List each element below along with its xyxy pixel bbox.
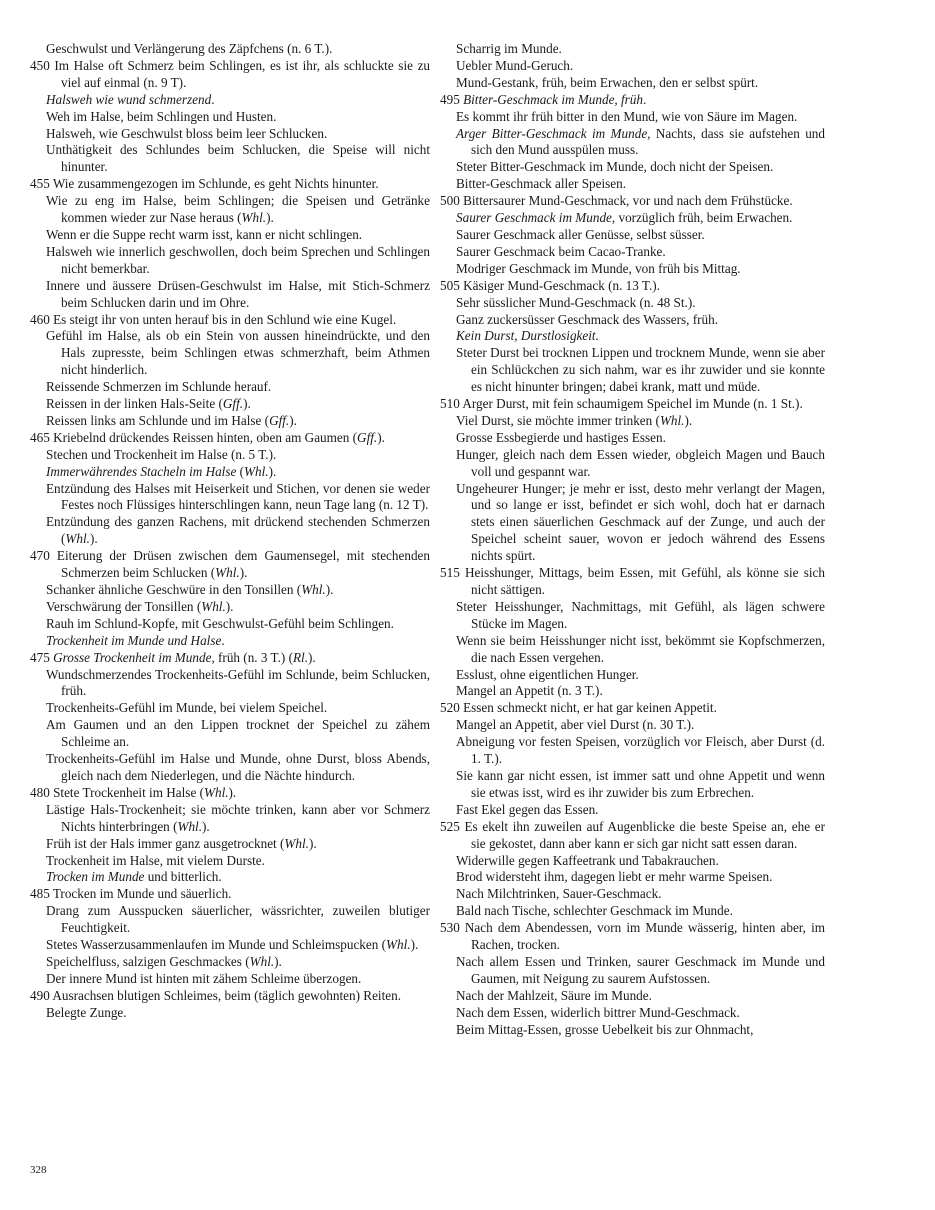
entry-text: Es ekelt ihn zuweilen auf Augenblicke die beste Speise an, ehe er sie gekostet, dann aber kann er sich gar nicht satt essen daran. [464, 818, 826, 851]
entry-text: . [211, 91, 215, 107]
entry-text: ). [308, 835, 317, 851]
entry [440, 430, 825, 447]
italic-text: Kein Durst, Durstlosigkeit. [456, 328, 599, 344]
entry-text: ). [377, 429, 385, 445]
italic-text: Whl. [177, 818, 203, 834]
entry-text: Arger Durst, mit fein schaumigem Speichel im Munde (n. 1 St.). [462, 396, 803, 412]
entry [30, 751, 430, 785]
entry [30, 700, 430, 717]
entry-text: Wundschmerzendes Trockenheits-Gefühl im Schlunde, beim Schlucken, früh. [46, 666, 430, 699]
italic-text: Rl. [292, 649, 309, 665]
entry-text: Widerwille gegen Kaffeetrank und Tabakrauchen. [456, 852, 719, 868]
entry-text: Saurer Geschmack beim Cacao-Tranke. [456, 243, 666, 259]
italic-text: Whl. [301, 582, 326, 597]
italic-text: Whl. [659, 412, 685, 428]
entry-text: Entzündung des ganzen Rachens, mit drückend stechenden Schmerzen ( [46, 514, 430, 547]
entry-text: Mund-Gestank, früh, beim Erwachen, den er selbst spürt. [456, 74, 759, 90]
entry-text: ). [268, 463, 277, 479]
entry-text: Halsweh wie innerlich geschwollen, doch beim Sprechen und Schlingen nicht bemerkbar. [46, 243, 430, 276]
entry [30, 717, 430, 751]
entry-text: Modriger Geschmack im Munde, von früh bis Mittag. [456, 260, 741, 276]
entry-text: Käsiger Mund-Geschmack (n. 13 T.). [463, 277, 660, 293]
entry-text: Scharrig im Munde. [456, 41, 562, 56]
entry-number: 505 [440, 277, 460, 293]
entry [30, 633, 430, 650]
entry-text: Rauh im Schlund-Kopfe, mit Geschwulst-Gefühl beim Schlingen. [46, 615, 394, 631]
entry-text: Trockenheits-Gefühl im Halse und Munde, ohne Durst, bloss Abends, gleich nach dem Niederlegen, und die Nächte hindurch. [46, 751, 430, 783]
numbered-entry [440, 92, 825, 109]
entry [30, 616, 430, 633]
entry [30, 142, 430, 176]
italic-text: Whl. [215, 565, 240, 581]
entry-number: 510 [440, 396, 460, 412]
entry [30, 464, 430, 481]
entry-number: 515 [440, 565, 460, 581]
entry [440, 633, 825, 667]
entry-text: Nach dem Essen, widerlich bittrer Mund-Geschmack. [456, 1004, 740, 1020]
entry [440, 328, 825, 345]
entry [30, 109, 430, 126]
entry-text: Saurer Geschmack aller Genüsse, selbst süsser. [456, 226, 705, 242]
italic-text: Gff. [357, 429, 378, 445]
numbered-entry [440, 565, 825, 599]
entry [30, 836, 430, 853]
italic-text: Trockenheit im Munde und Halse [46, 632, 222, 648]
entry-text: Trockenheits-Gefühl im Munde, bei vielem Speichel. [46, 700, 328, 716]
entry [30, 903, 430, 937]
entry-number: 470 [30, 548, 50, 564]
entry-text: Wenn sie beim Heisshunger nicht isst, bekömmt sie Kopfschmerzen, die nach Essen vergehen. [456, 632, 825, 665]
entry-text: Ganz zuckersüsser Geschmack des Wassers, früh. [456, 311, 718, 327]
entry [30, 227, 430, 244]
entry-text: Eiterung der Drüsen zwischen dem Gaumensegel, mit stechenden Schmerzen beim Schlucken ( [56, 548, 430, 581]
entry-number: 500 [440, 193, 460, 209]
entry-text: Viel Durst, sie möchte immer trinken ( [456, 412, 660, 428]
italic-text: Bitter-Geschmack im Munde, früh [463, 91, 643, 107]
entry-text: Stetes Wasserzusammenlaufen im Munde und Schleimspucken ( [46, 937, 387, 953]
entry-text: Mangel an Appetit, aber viel Durst (n. 30 T.). [456, 717, 695, 733]
entry [440, 853, 825, 870]
entry-number: 525 [440, 818, 460, 834]
numbered-entry [30, 58, 430, 92]
entry-text: ). [410, 937, 419, 953]
entry-text: ). [266, 210, 274, 226]
entry [30, 853, 430, 870]
entry [440, 903, 825, 920]
entry-text: Uebler Mund-Geruch. [456, 57, 574, 73]
entry [440, 227, 825, 244]
italic-text: Whl. [203, 784, 229, 800]
entry-text: Stechen und Trockenheit im Halse (n. 5 T.). [46, 446, 277, 462]
entry [440, 802, 825, 819]
entry-number: 460 [30, 311, 50, 327]
entry-text: Brod widersteht ihm, dagegen liebt er mehr warme Speisen. [456, 869, 773, 885]
entry [30, 41, 430, 58]
entry [440, 41, 825, 58]
entry-number: 480 [30, 784, 50, 800]
entry [440, 75, 825, 92]
entry [440, 126, 825, 160]
entry [440, 667, 825, 684]
entry-text: Früh ist der Hals immer ganz ausgetrocknet ( [46, 835, 285, 851]
entry [440, 295, 825, 312]
entry-number: 495 [440, 91, 460, 107]
italic-text: Arger Bitter-Geschmack im Munde [456, 125, 648, 141]
right-column [440, 41, 825, 1038]
entry [440, 1022, 825, 1039]
numbered-entry [30, 430, 430, 447]
entry [440, 599, 825, 633]
entry-text: Trocken im Munde und säuerlich. [52, 886, 232, 902]
entry-text: Bald nach Tische, schlechter Geschmack im Munde. [456, 903, 733, 919]
entry-text: Nach Milchtrinken, Sauer-Geschmack. [456, 886, 662, 902]
entry [440, 109, 825, 126]
entry-text: Es kommt ihr früh bitter in den Mund, wie von Säure im Magen. [456, 108, 798, 124]
numbered-entry [30, 988, 430, 1005]
entry [30, 328, 430, 379]
entry [30, 481, 430, 515]
entry-text: Kriebelnd drückendes Reissen hinten, oben am Gaumen ( [53, 429, 358, 445]
entry-text: , früh (n. 3 T.) ( [211, 649, 293, 665]
entry-text: Reissen in der linken Hals-Seite ( [46, 396, 223, 412]
entry-text: Halsweh, wie Geschwulst bloss beim leer Schlucken. [46, 125, 328, 141]
italic-text: Whl. [386, 937, 411, 953]
entry [30, 869, 430, 886]
entry [30, 514, 430, 548]
entry [30, 937, 430, 954]
entry [30, 447, 430, 464]
entry-text: Reissende Schmerzen im Schlunde herauf. [46, 379, 272, 395]
entry [440, 1005, 825, 1022]
entry [440, 988, 825, 1005]
italic-text: Whl. [244, 463, 269, 479]
entry-text: Fast Ekel gegen das Essen. [456, 801, 599, 817]
entry-number: 530 [440, 920, 460, 936]
entry-text: Gefühl im Halse, als ob ein Stein von aussen hineindrückte, und den Hals zupresste, beim Schlingen etwas schmerzhaft, beim Athmen nicht hinderlich. [46, 328, 430, 378]
italic-text: Trocken im Munde [46, 869, 145, 885]
entry-text: Wenn er die Suppe recht warm isst, kann er nicht schlingen. [46, 226, 363, 242]
entry [30, 379, 430, 396]
entry-text: Sehr süsslicher Mund-Geschmack (n. 48 St.). [456, 294, 696, 310]
entry-text: Speichelfluss, salzigen Geschmackes ( [46, 953, 250, 969]
numbered-entry [440, 193, 825, 210]
entry [30, 193, 430, 227]
entry-text: Bitter-Geschmack aller Speisen. [456, 176, 627, 192]
entry-text: Drang zum Ausspucken säuerlicher, wässrichter, zuweilen blutiger Feuchtigkeit. [46, 903, 430, 936]
entry-text: Entzündung des Halses mit Heiserkeit und Stichen, vor denen sie weder Festes noch Flüssiges hinterschlingen kann, neun Tage lang (n. 12 T). [46, 480, 430, 513]
entry-text: ). [274, 953, 282, 969]
entry-number: 465 [30, 429, 50, 445]
entry [30, 244, 430, 278]
entry-text: und bitterlich. [144, 869, 222, 885]
entry-text: Weh im Halse, beim Schlingen und Husten. [46, 108, 277, 124]
entry [440, 345, 825, 396]
numbered-entry [30, 886, 430, 903]
entry-text: ). [202, 818, 210, 834]
entry-text: Unthätigkeit des Schlundes beim Schlucken, die Speise will nicht hinunter. [46, 142, 430, 175]
entry [30, 802, 430, 836]
entry [30, 667, 430, 701]
entry-number: 485 [30, 886, 50, 902]
entry-text: ). [325, 582, 334, 597]
entry [440, 886, 825, 903]
entry-text: Nach dem Abendessen, vorn im Munde wässerig, hinten aber, im Rachen, trocken. [464, 920, 826, 953]
entry [440, 210, 825, 227]
entry-text: ). [228, 784, 237, 800]
entry [440, 159, 825, 176]
entry [30, 92, 430, 109]
numbered-entry [440, 819, 825, 853]
entry [30, 1005, 430, 1022]
entry-text: Steter Durst bei trocknen Lippen und trocknem Munde, wenn sie aber ein Schlückchen zu sich nahm, war es ihr zuwider und sie konnte es nicht hinunter bringen; dabei krank, matt und müde. [456, 345, 825, 395]
entry-text: Im Halse oft Schmerz beim Schlingen, es ist ihr, als schluckte sie zu viel auf einmal (n. 9 T). [54, 57, 431, 90]
italic-text: Whl. [65, 531, 90, 547]
entry-text: Wie zusammengezogen im Schlunde, es geht Nichts hinunter. [52, 176, 379, 192]
numbered-entry [30, 176, 430, 193]
entry-text: Nach der Mahlzeit, Säure im Munde. [456, 987, 652, 1003]
italic-text: Whl. [241, 210, 267, 226]
entry [30, 413, 430, 430]
italic-text: Gff. [269, 412, 290, 428]
italic-text: Halsweh wie wund schmerzend [46, 91, 212, 107]
numbered-entry [440, 278, 825, 295]
entry-text: ). [89, 531, 98, 547]
left-column [30, 41, 430, 1022]
entry-text: Lästige Hals-Trockenheit; sie möchte trinken, kann aber vor Schmerz Nichts hinterbringen ( [46, 801, 430, 834]
entry-text: Sie kann gar nicht essen, ist immer satt und ohne Appetit und wenn sie etwas isst, wird es ihr zuwider bis zum Erbrechen. [456, 767, 825, 800]
entry [440, 413, 825, 430]
entry [440, 244, 825, 261]
entry [440, 683, 825, 700]
numbered-entry [440, 700, 825, 717]
entry-number: 475 [30, 649, 50, 665]
entry-number: 520 [440, 700, 460, 716]
numbered-entry [30, 785, 430, 802]
entry [30, 396, 430, 413]
entry [440, 869, 825, 886]
entry-text: . [221, 632, 225, 648]
entry [30, 599, 430, 616]
entry-text: ). [225, 598, 234, 614]
entry [30, 582, 430, 599]
entry-number: 455 [30, 176, 50, 192]
entry-text: Grosse Essbegierde und hastiges Essen. [456, 429, 666, 445]
entry-text: Mangel an Appetit (n. 3 T.). [456, 683, 603, 699]
entry [440, 768, 825, 802]
entry-text: Wie zu eng im Halse, beim Schlingen; die Speisen und Getränke kommen wieder zur Nase heraus ( [46, 193, 430, 226]
entry-text: Geschwulst und Verlängerung des Zäpfchens (n. 6 T.). [46, 41, 333, 56]
entry-text: Esslust, ohne eigentlichen Hunger. [456, 666, 639, 682]
entry-number: 450 [30, 57, 50, 73]
entry-text: Am Gaumen und an den Lippen trocknet der Speichel zu zähem Schleime an. [46, 717, 430, 750]
entry [440, 176, 825, 193]
entry [30, 126, 430, 143]
numbered-entry [30, 312, 430, 329]
entry [440, 481, 825, 566]
entry-text: ). [308, 649, 316, 665]
numbered-entry [30, 548, 430, 582]
entry-text: , vorzüglich früh, beim Erwachen. [611, 210, 793, 226]
entry-text: Trockenheit im Halse, mit vielem Durste. [46, 852, 265, 868]
entry [440, 734, 825, 768]
entry-text: Hunger, gleich nach dem Essen wieder, obgleich Magen und Bauch voll und gespannt war. [456, 446, 825, 479]
entry [440, 447, 825, 481]
italic-text: Whl. [201, 598, 226, 614]
entry-text: Ausrachsen blutigen Schleimes, beim (täglich gewohnten) Reiten. [52, 987, 402, 1003]
entry-text: Heisshunger, Mittags, beim Essen, mit Gefühl, als könne sie sich nicht sättigen. [465, 565, 826, 597]
entry [440, 954, 825, 988]
entry-text: Bittersaurer Mund-Geschmack, vor und nach dem Frühstücke. [463, 193, 793, 209]
entry-text: Steter Heisshunger, Nachmittags, mit Gefühl, als lägen schwere Stücke im Magen. [456, 598, 825, 631]
numbered-entry [440, 396, 825, 413]
entry-number: 490 [30, 987, 50, 1003]
entry-text: Innere und äussere Drüsen-Geschwulst im Halse, mit Stich-Schmerz beim Schlucken darin und im Ohre. [46, 277, 430, 310]
entry [440, 58, 825, 75]
italic-text: Saurer Geschmack im Munde [456, 210, 612, 226]
numbered-entry [30, 650, 430, 667]
entry [30, 971, 430, 988]
entry-text: , Nachts, dass sie aufstehen und sich den Mund ausspülen muss. [471, 125, 825, 158]
entry-text: Stete Trockenheit im Halse ( [53, 784, 204, 800]
entry-text: . [643, 91, 647, 107]
entry-text: Beim Mittag-Essen, grosse Uebelkeit bis zur Ohnmacht, [456, 1021, 754, 1037]
numbered-entry [440, 920, 825, 954]
entry [440, 312, 825, 329]
italic-text: Whl. [284, 835, 309, 851]
entry-text: Schanker ähnliche Geschwüre in den Tonsillen ( [46, 582, 302, 597]
entry-text: ). [289, 412, 297, 428]
entry [440, 261, 825, 278]
entry [440, 717, 825, 734]
entry-text: ). [239, 565, 248, 581]
italic-text: Whl. [249, 953, 275, 969]
entry-text: ). [243, 396, 251, 412]
entry-text: Essen schmeckt nicht, er hat gar keinen Appetit. [463, 700, 717, 716]
italic-text: Gff. [222, 396, 244, 412]
entry-text: ( [236, 463, 245, 479]
entry [30, 954, 430, 971]
entry-text: Belegte Zunge. [46, 1004, 127, 1020]
entry-text: Reissen links am Schlunde und im Halse ( [46, 412, 270, 428]
entry-text: Nach allem Essen und Trinken, saurer Geschmack im Munde und Gaumen, mit Neigung zu saurem Aufstossen. [456, 953, 825, 986]
entry-text: Es steigt ihr von unten herauf bis in den Schlund wie eine Kugel. [53, 311, 397, 327]
entry-text: Ungeheurer Hunger; je mehr er isst, desto mehr verlangt der Magen, und so lange er isst, befindet er sich wohl, doch hat er darnach stets einen säuerlichen Geschmack auf der Zunge, und auch der Speichel scheint sauer, wovon er jedoch während des Essens nichts spürt. [456, 480, 825, 564]
page-number: 328 [30, 1164, 47, 1176]
italic-text: Grosse Trockenheit im Munde [53, 649, 212, 665]
entry-text: Verschwärung der Tonsillen ( [46, 598, 202, 614]
entry-text: Der innere Mund ist hinten mit zähem Schleime überzogen. [46, 970, 362, 986]
italic-text: Immerwährendes Stacheln im Halse [46, 463, 237, 479]
entry [30, 278, 430, 312]
entry-text: Abneigung vor festen Speisen, vorzüglich vor Fleisch, aber Durst (d. 1. T.). [456, 734, 825, 767]
entry-text: ). [684, 412, 693, 428]
entry-text: Steter Bitter-Geschmack im Munde, doch nicht der Speisen. [456, 159, 774, 175]
